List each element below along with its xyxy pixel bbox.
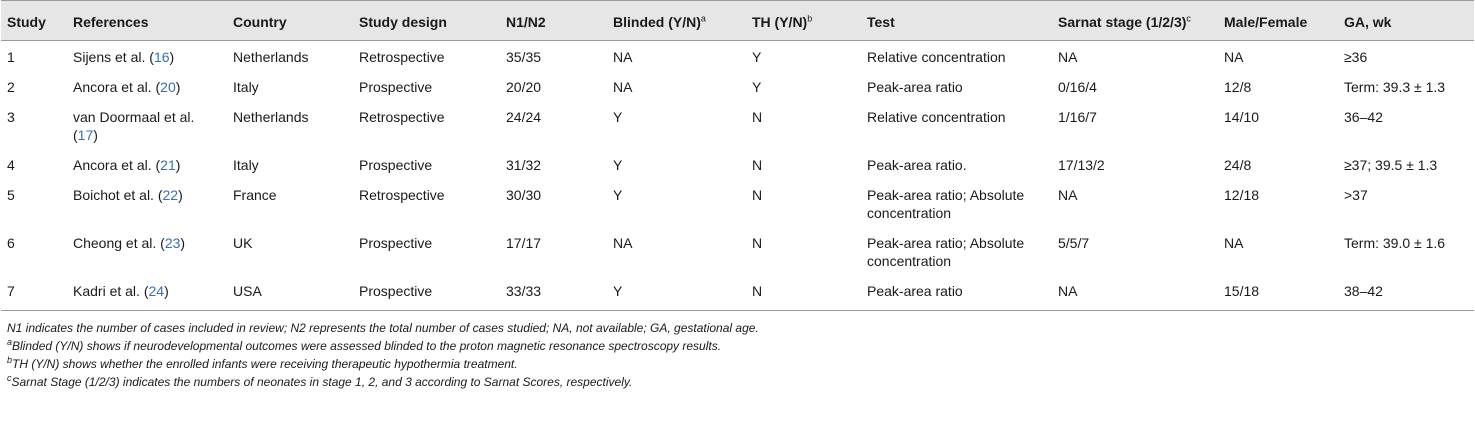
male-female-cell: 14/10 bbox=[1224, 109, 1260, 125]
reference-close: ) bbox=[175, 79, 181, 95]
reference-link[interactable]: 21 bbox=[160, 157, 176, 173]
sarnat-stage-cell: 1/16/7 bbox=[1058, 109, 1097, 125]
blinded-cell: NA bbox=[613, 235, 633, 251]
blinded-cell: NA bbox=[613, 49, 633, 65]
country-cell: France bbox=[233, 187, 277, 203]
footnote-text: TH (Y/N) shows whether the enrolled infants were receiving therapeutic hypothermia treatment. bbox=[12, 357, 518, 371]
column-header bbox=[67, 1, 227, 41]
reference-close: ) bbox=[175, 157, 181, 173]
test-cell: Peak-area ratio; Absolute concentration bbox=[867, 235, 1025, 269]
reference-close: ) bbox=[169, 49, 175, 65]
footnote bbox=[7, 373, 1468, 391]
reference-link[interactable]: 20 bbox=[160, 79, 176, 95]
studies-table bbox=[1, 0, 1474, 311]
column-header bbox=[1052, 1, 1218, 41]
th-cell: N bbox=[752, 187, 763, 203]
reference-author: Cheong et al. ( bbox=[73, 235, 165, 251]
reference-close: ) bbox=[164, 283, 169, 299]
column-header-label: Study design bbox=[359, 14, 447, 30]
n1-n2-cell: 31/32 bbox=[506, 157, 542, 173]
ga-cell: >37 bbox=[1344, 187, 1368, 203]
country-cell: USA bbox=[227, 275, 353, 311]
test-cell: Peak-area ratio; Absolute concentration bbox=[867, 187, 1025, 221]
blinded-cell: Y bbox=[607, 275, 746, 311]
sarnat-stage-cell: 17/13/2 bbox=[1058, 157, 1105, 173]
th-cell: N bbox=[752, 109, 763, 125]
th-cell: N bbox=[752, 235, 763, 251]
ga-cell: ≥37; 39.5 ± 1.3 bbox=[1344, 157, 1438, 173]
reference-link[interactable]: 22 bbox=[162, 187, 179, 203]
test-cell: Peak-area ratio bbox=[861, 275, 1052, 311]
test-cell: Peak-area ratio bbox=[867, 79, 963, 95]
column-header bbox=[861, 1, 1052, 41]
n1-n2-cell: 33/33 bbox=[500, 275, 607, 311]
column-header bbox=[1, 1, 67, 41]
reference-cell bbox=[67, 227, 227, 275]
male-female-cell: 15/18 bbox=[1218, 275, 1338, 311]
male-female-cell: 12/8 bbox=[1224, 79, 1252, 95]
reference-close: ) bbox=[180, 235, 186, 251]
th-cell: N bbox=[746, 275, 861, 311]
study-design-cell: Prospective bbox=[359, 79, 433, 95]
reference-link[interactable]: 17 bbox=[77, 127, 94, 143]
reference-author: Sijens et al. ( bbox=[73, 49, 154, 65]
male-female-cell: NA bbox=[1224, 49, 1244, 65]
table-row bbox=[1, 149, 1474, 179]
study-design-cell: Retrospective bbox=[359, 49, 445, 65]
footnote-text: Sarnat Stage (1/2/3) indicates the numbers of neonates in stage 1, 2, and 3 according to Sarnat Scores, respectively. bbox=[11, 375, 633, 389]
reference-author: van Doormaal et al. ( bbox=[73, 109, 195, 143]
column-header bbox=[227, 1, 353, 41]
table-body bbox=[1, 41, 1474, 311]
column-header bbox=[1338, 1, 1474, 41]
study-cell: 2 bbox=[7, 79, 15, 95]
sarnat-stage-cell: 0/16/4 bbox=[1058, 79, 1097, 95]
reference-cell bbox=[67, 101, 227, 149]
column-header-label: Male/Female bbox=[1224, 14, 1308, 30]
table-row bbox=[1, 227, 1474, 275]
blinded-cell: Y bbox=[613, 109, 623, 125]
sarnat-stage-cell: NA bbox=[1058, 49, 1078, 65]
blinded-cell: NA bbox=[613, 79, 633, 95]
ga-cell: 38–42 bbox=[1338, 275, 1474, 311]
column-header-label: GA, wk bbox=[1344, 14, 1392, 30]
column-header-label: Sarnat stage (1/2/3) bbox=[1058, 14, 1187, 30]
male-female-cell: 24/8 bbox=[1224, 157, 1252, 173]
reference-author: Ancora et al. ( bbox=[73, 79, 161, 95]
table-row bbox=[1, 71, 1474, 101]
test-cell: Relative concentration bbox=[867, 49, 1006, 65]
table-row bbox=[1, 101, 1474, 149]
th-cell: Y bbox=[752, 79, 762, 95]
reference-cell bbox=[67, 41, 227, 72]
country-cell: Italy bbox=[233, 157, 259, 173]
footnote-text: Blinded (Y/N) shows if neurodevelopmental outcomes were assessed blinded to the proton magnetic resonance spectroscopy results. bbox=[12, 339, 722, 353]
footnote bbox=[7, 337, 1468, 355]
study-cell: 5 bbox=[7, 187, 15, 203]
male-female-cell: 12/18 bbox=[1224, 187, 1260, 203]
reference-author: Kadri et al. ( bbox=[73, 283, 149, 299]
column-header-label: Country bbox=[233, 14, 287, 30]
footnote bbox=[7, 355, 1468, 373]
n1-n2-cell: 35/35 bbox=[506, 49, 542, 65]
reference-cell bbox=[67, 149, 227, 179]
study-design-cell: Prospective bbox=[359, 157, 433, 173]
column-header bbox=[500, 1, 607, 41]
reference-cell bbox=[67, 179, 227, 227]
footnote-marker: c bbox=[1186, 13, 1191, 24]
header-row bbox=[1, 1, 1474, 41]
reference-author: Boichot et al. ( bbox=[73, 187, 163, 203]
blinded-cell: Y bbox=[613, 187, 623, 203]
th-cell: N bbox=[752, 157, 763, 173]
study-cell: 1 bbox=[7, 49, 15, 65]
reference-link[interactable]: 16 bbox=[153, 49, 170, 65]
column-header bbox=[607, 1, 746, 41]
ga-cell: ≥36 bbox=[1344, 49, 1368, 65]
column-header bbox=[1218, 1, 1338, 41]
reference-cell bbox=[67, 71, 227, 101]
column-header bbox=[746, 1, 861, 41]
reference-cell bbox=[67, 275, 227, 311]
n1-n2-cell: 20/20 bbox=[506, 79, 542, 95]
footnote-text: N1 indicates the number of cases included in review; N2 represents the total number of cases studied; NA, not available; GA, gestational age. bbox=[7, 321, 759, 335]
table-footnotes bbox=[1, 311, 1474, 391]
table-row bbox=[1, 179, 1474, 227]
study-cell: 3 bbox=[7, 109, 15, 125]
column-header-label: Study bbox=[7, 14, 46, 30]
th-cell: Y bbox=[752, 49, 762, 65]
column-header bbox=[353, 1, 500, 41]
country-cell: Italy bbox=[233, 79, 259, 95]
table-row bbox=[1, 41, 1474, 72]
country-cell: UK bbox=[233, 235, 253, 251]
footnote-marker: a bbox=[700, 13, 706, 24]
reference-author: Ancora et al. ( bbox=[73, 157, 161, 173]
study-design-cell: Prospective bbox=[359, 235, 433, 251]
sarnat-stage-cell: 5/5/7 bbox=[1058, 235, 1090, 251]
ga-cell: 36–42 bbox=[1344, 109, 1383, 125]
column-header-label: References bbox=[73, 14, 149, 30]
test-cell: Peak-area ratio. bbox=[867, 157, 967, 173]
study-design-cell: Retrospective bbox=[359, 109, 445, 125]
sarnat-stage-cell: NA bbox=[1052, 275, 1218, 311]
table-header bbox=[1, 1, 1474, 41]
column-header-label: N1/N2 bbox=[506, 14, 546, 30]
column-header-label: TH (Y/N) bbox=[752, 14, 808, 30]
n1-n2-cell: 30/30 bbox=[506, 187, 542, 203]
reference-close: ) bbox=[93, 127, 98, 143]
reference-link[interactable]: 23 bbox=[164, 235, 181, 251]
column-header-label: Blinded (Y/N) bbox=[613, 14, 701, 30]
ga-cell: Term: 39.3 ± 1.3 bbox=[1344, 79, 1446, 95]
footnote bbox=[7, 319, 1468, 337]
reference-link[interactable]: 24 bbox=[148, 283, 165, 299]
column-header-label: Test bbox=[867, 14, 895, 30]
footnote-marker: b bbox=[807, 13, 813, 24]
study-design-cell: Prospective bbox=[353, 275, 500, 311]
country-cell: Netherlands bbox=[233, 109, 309, 125]
sarnat-stage-cell: NA bbox=[1058, 187, 1078, 203]
reference-close: ) bbox=[178, 187, 183, 203]
n1-n2-cell: 24/24 bbox=[506, 109, 542, 125]
n1-n2-cell: 17/17 bbox=[506, 235, 542, 251]
male-female-cell: NA bbox=[1224, 235, 1244, 251]
study-design-cell: Retrospective bbox=[359, 187, 445, 203]
country-cell: Netherlands bbox=[233, 49, 309, 65]
footnote-marker: c bbox=[7, 373, 12, 383]
test-cell: Relative concentration bbox=[867, 109, 1006, 125]
table-row bbox=[1, 275, 1474, 311]
ga-cell: Term: 39.0 ± 1.6 bbox=[1344, 235, 1446, 251]
study-cell: 7 bbox=[1, 275, 67, 311]
footnote-marker: b bbox=[7, 355, 13, 365]
study-cell: 4 bbox=[7, 157, 15, 173]
blinded-cell: Y bbox=[613, 157, 623, 173]
study-cell: 6 bbox=[7, 235, 15, 251]
footnote-marker: a bbox=[7, 337, 13, 347]
